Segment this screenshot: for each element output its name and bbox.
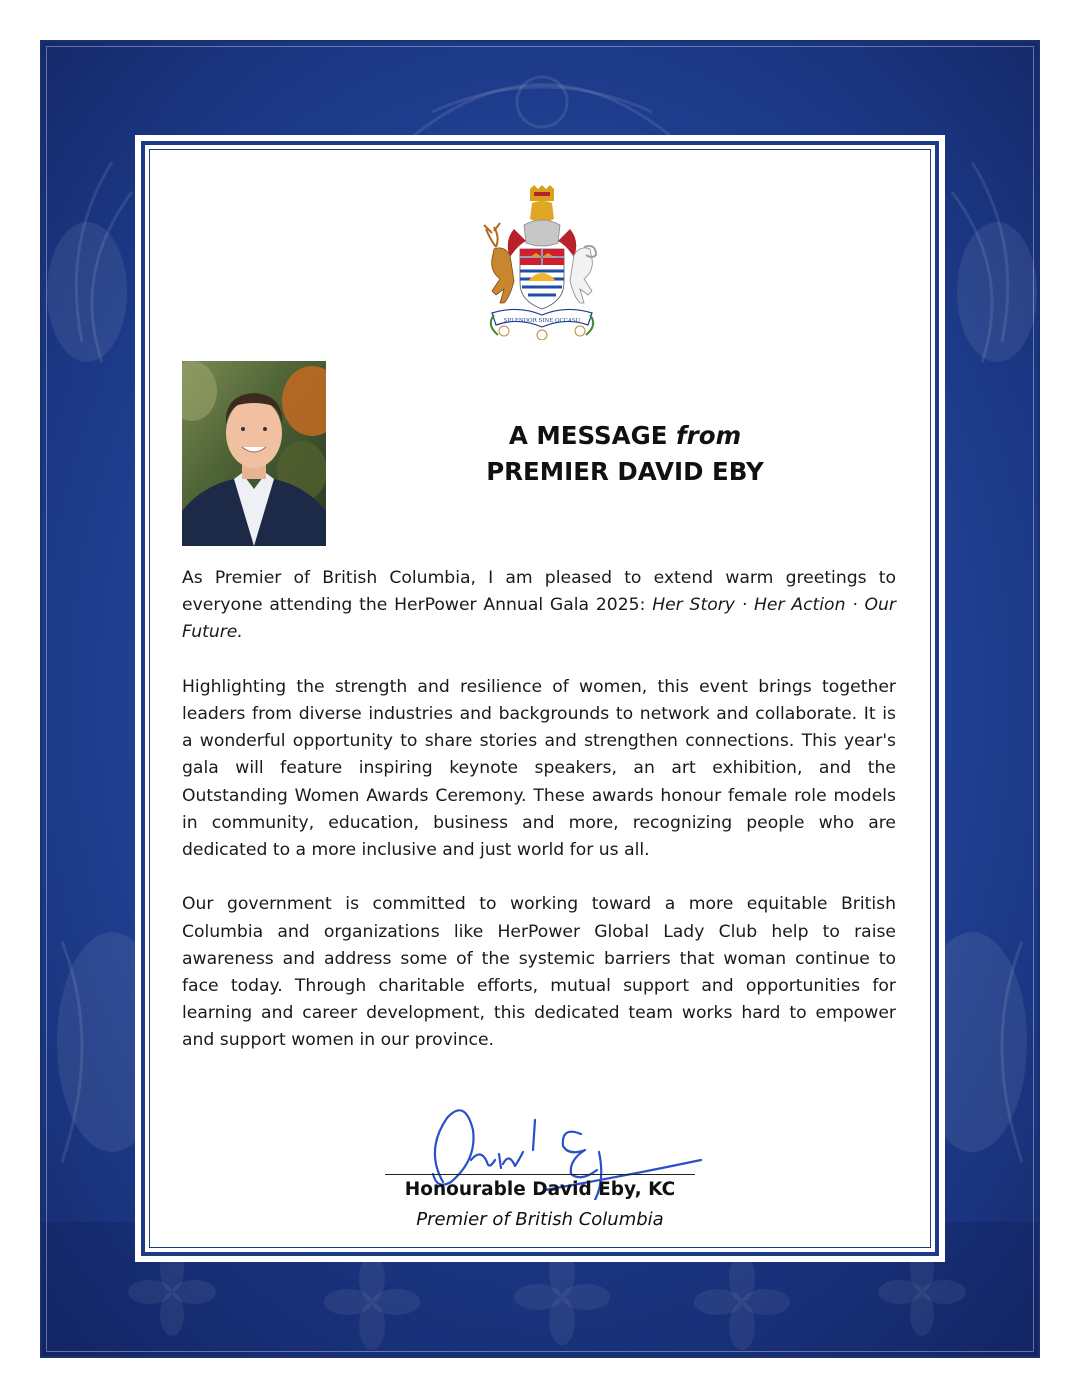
signer-title: Premier of British Columbia: [416, 1209, 664, 1230]
premier-portrait-photo: [182, 361, 326, 546]
heading-from-italic: from: [676, 421, 742, 450]
letter-panel: [135, 135, 945, 1262]
body-paragraph-2: Highlighting the strength and resilience of women, this event brings together leaders from diverse industries and backgrounds to network and collaborate. It is a wonderful opportunity to share stories and strengthen connections. This year's gala will feature inspiring keynote speakers, an art exhibition, and the Outstanding Women Awards Ceremony. These awards honour female role models in community, education, business and more, recognizing people who are dedicated to a more inclusive and just world for us all.: [182, 676, 896, 861]
heading-line-1: [435, 418, 815, 454]
letter-heading: [435, 418, 815, 490]
bc-coat-of-arms-icon: [474, 185, 610, 340]
letter-body: [182, 565, 896, 1082]
body-paragraph-3: Our government is committed to working toward a more equitable British Columbia and organizations like HerPower Global Lady Club help to raise awareness and address some of the systemic barriers that woman continue to face today. Through charitable efforts, mutual support and opportunities for learning and career development, this dedicated team works hard to empower and support women in our province.: [182, 894, 896, 1051]
crest-motto: SPLENDOR SINE OCCASU: [503, 318, 581, 324]
heading-line-2: PREMIER DAVID EBY: [486, 457, 764, 486]
signer-name: Honourable David Eby, KC: [404, 1179, 676, 1200]
signature-line: [385, 1174, 695, 1175]
body-paragraph-1-event-theme: Her Story · Her Action · Our Future.: [182, 595, 896, 643]
heading-message-prefix: A MESSAGE: [508, 421, 668, 450]
body-paragraph-1: [182, 565, 896, 647]
body-paragraph-1-text: As Premier of British Columbia, I am pleased to extend warm greetings to everyone attending the HerPower Annual Gala 2025:: [182, 568, 896, 616]
